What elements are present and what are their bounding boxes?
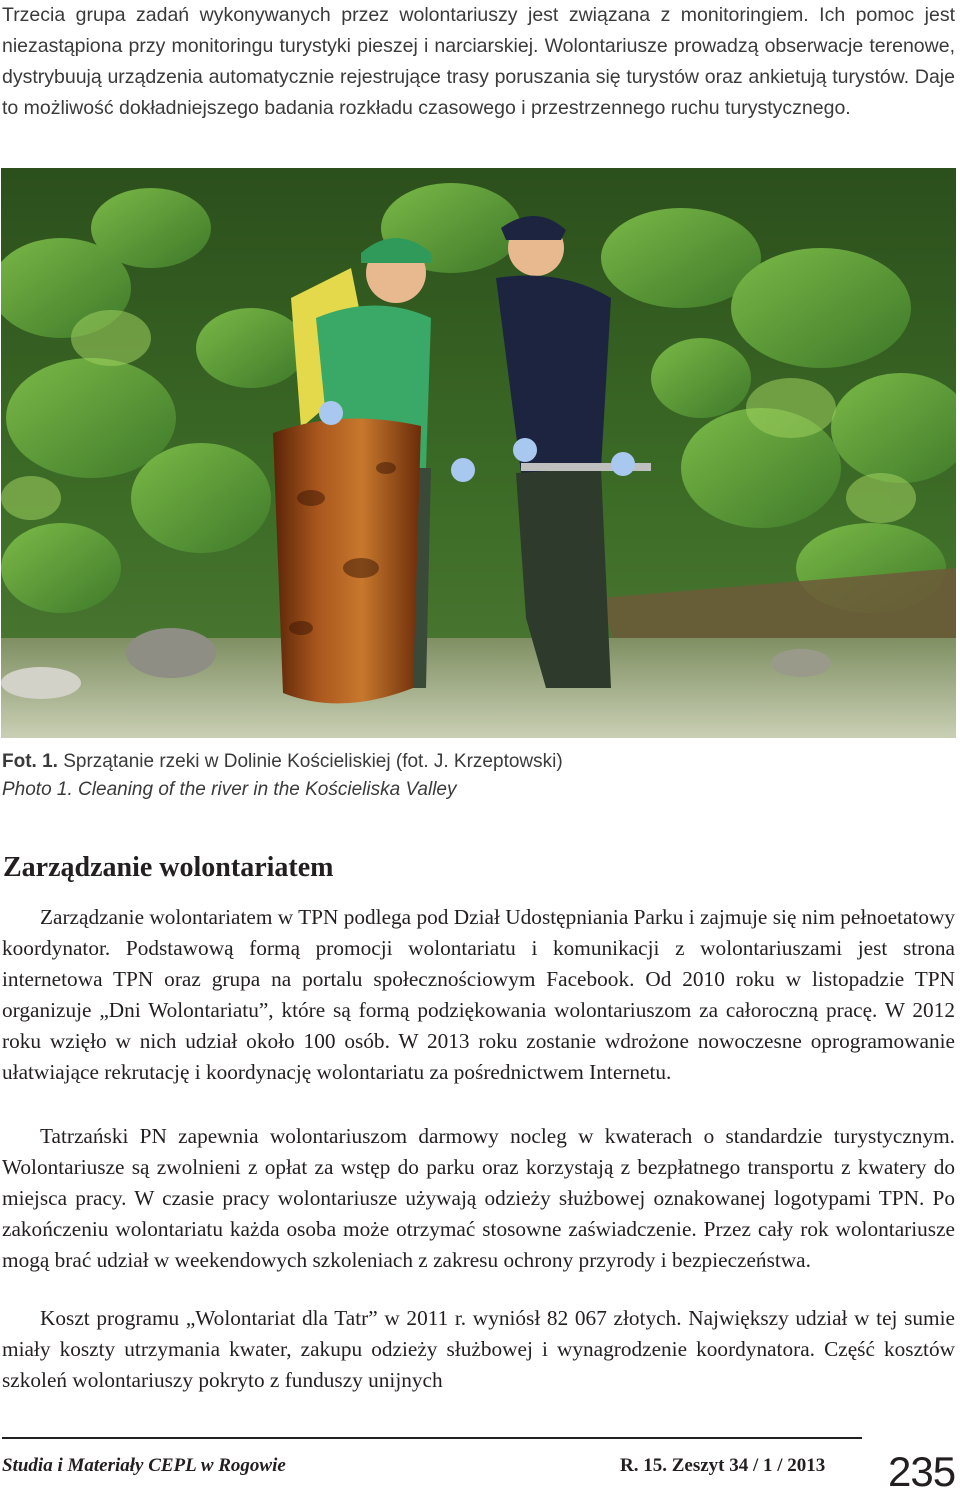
body-paragraph-2-text: Tatrzański PN zapewnia wolontariuszom darmowy nocleg w kwaterach o standardzie turystycznym. Wolontariusze są zwolnieni z opłat za wstęp do parku oraz korzystają z bezpłatnego transportu z kwatery do miejsca pracy. W czasie pracy wolontariusze używają odzieży służbowej oznakowanej logotypami TPN. Po zakończeniu wolontariatu każda osoba może otrzymać stosowne zaświadczenie. Przez cały rok wolontariusze mogą brać udział w weekendowych szkoleniach z zakresu ochrony przyrody i bezpieczeństwa. [2,1124,955,1272]
footer-journal-title: Studia i Materiały CEPL w Rogowie [2,1455,286,1476]
page-number: 235 [888,1448,956,1495]
photo-caption-polish [2,748,563,776]
footer-divider [2,1437,862,1439]
body-paragraph-3 [2,1303,955,1396]
body-paragraph-1 [2,902,955,1088]
body-paragraph-1-text: Zarządzanie wolontariatem w TPN podlega pod Dział Udostępniania Parku i zajmuje się nim pełnoetatowy koordynator. Podstawową formą promocji wolontariatu i komunikacji z wolontariuszami jest strona internetowa TPN oraz grupa na portalu społecznościowym Facebook. Od 2010 roku w listopadzie TPN organizuje „Dni Wolontariatu”, które są formą podziękowania wolontariuszom za całoroczną pracę. W 2012 roku wzięło w nich udział około 100 osób. W 2013 roku zostanie wdrożone nowoczesne oprogramowanie ułatwiające rekrutację i koordynację wolontariatu za pośrednictwem Internetu. [2,905,955,1084]
river-cleaning-photo [1,168,956,738]
photo-caption-text: Sprzątanie rzeki w Dolinie Kościeliskiej (fot. J. Krzeptowski) [63,751,563,772]
intro-paragraph: Trzecia grupa zadań wykonywanych przez wolontariuszy jest związana z monitoringiem. Ich pomoc jest niezastąpiona przy monitoringu turystyki pieszej i narciarskiej. Wolontariusze prowadzą obserwacje terenowe, dystrybuują urządzenia automatycznie rejestrujące trasy poruszania się turystów oraz ankietują turystów. Daje to możliwość dokładniejszego badania rozkładu czasowego i przestrzennego ruchu turystycznego. [2,4,955,119]
photo-label: Fot. 1. [2,751,58,772]
photo-caption-english: Photo 1. Cleaning of the river in the Kościeliska Valley [2,779,457,800]
body-paragraph-2 [2,1121,955,1276]
body-paragraph-3-text: Koszt programu „Wolontariat dla Tatr” w 2011 r. wyniósł 82 067 złotych. Największy udział w tej sumie miały koszty utrzymania kwater, zakupu odzieży służbowej i wynagrodzenie koordynatora. Część kosztów szkoleń wolontariuszy pokryto z funduszy unijnych [2,1306,955,1392]
section-heading: Zarządzanie wolontariatem [3,852,334,883]
footer-issue-info: R. 15. Zeszyt 34 / 1 / 2013 [620,1455,826,1476]
